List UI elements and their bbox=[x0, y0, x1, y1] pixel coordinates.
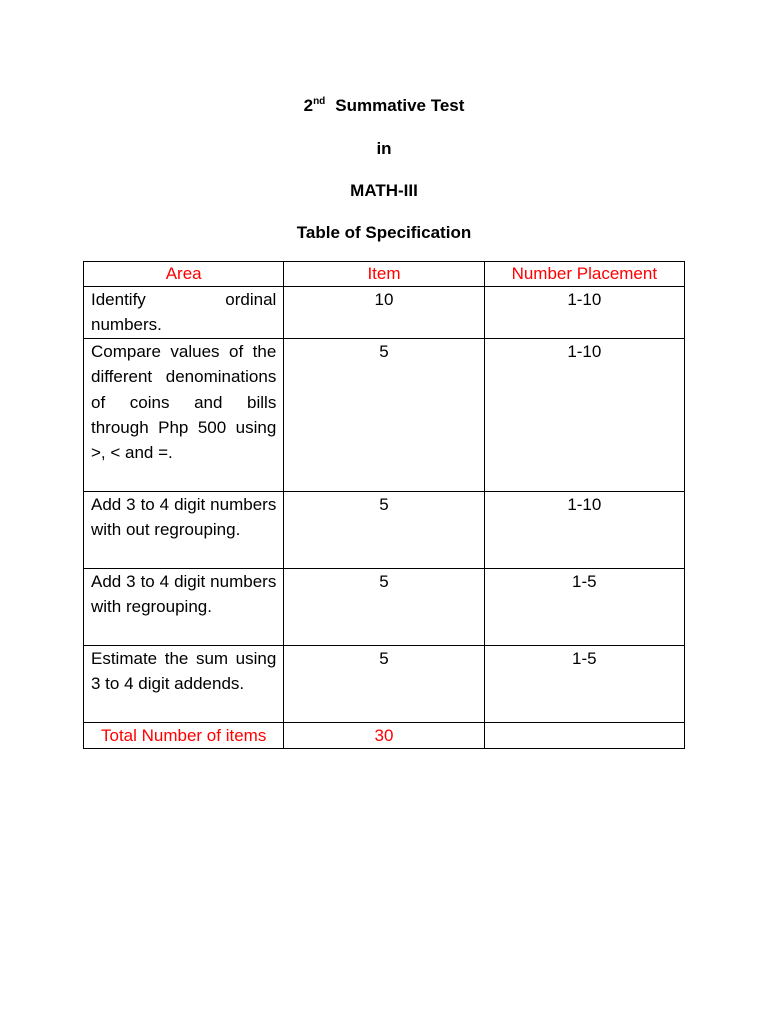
table-header-row bbox=[84, 262, 685, 287]
title-connector: in bbox=[376, 139, 392, 158]
subject-title: MATH-III bbox=[350, 181, 418, 200]
cell-placement: 1-5 bbox=[484, 646, 684, 723]
header-number-placement: Number Placement bbox=[484, 262, 684, 287]
total-placement bbox=[484, 723, 684, 749]
header-area: Area bbox=[84, 262, 284, 287]
cell-placement: 1-5 bbox=[484, 569, 684, 646]
table-row bbox=[84, 339, 685, 492]
table-row bbox=[84, 646, 685, 723]
cell-placement: 1-10 bbox=[484, 492, 684, 569]
title-text: Summative Test bbox=[335, 96, 465, 115]
cell-placement: 1-10 bbox=[484, 287, 684, 339]
total-item-count: 30 bbox=[284, 723, 484, 749]
total-label: Total Number of items bbox=[84, 723, 284, 749]
cell-area: Estimate the sum using 3 to 4 digit addends. bbox=[84, 646, 284, 723]
cell-area: Add 3 to 4 digit numbers with regrouping. bbox=[84, 569, 284, 646]
cell-item: 5 bbox=[284, 646, 484, 723]
test-title bbox=[0, 96, 768, 116]
specification-table bbox=[83, 261, 685, 749]
title-ordinal-suffix: nd bbox=[313, 96, 326, 107]
table-row bbox=[84, 492, 685, 569]
table-row bbox=[84, 287, 685, 339]
cell-item: 5 bbox=[284, 569, 484, 646]
cell-area: Compare values of the different denominations of coins and bills through Php 500 using >, < and =. bbox=[84, 339, 284, 492]
cell-item: 5 bbox=[284, 339, 484, 492]
table-caption: Table of Specification bbox=[296, 223, 472, 242]
cell-area: Add 3 to 4 digit numbers with out regrouping. bbox=[84, 492, 284, 569]
title-ordinal: 2 bbox=[303, 96, 314, 115]
header-item: Item bbox=[284, 262, 484, 287]
total-row bbox=[84, 723, 685, 749]
cell-area: Identify ordinal numbers. bbox=[84, 287, 284, 339]
cell-placement: 1-10 bbox=[484, 339, 684, 492]
table-row bbox=[84, 569, 685, 646]
cell-item: 10 bbox=[284, 287, 484, 339]
cell-item: 5 bbox=[284, 492, 484, 569]
